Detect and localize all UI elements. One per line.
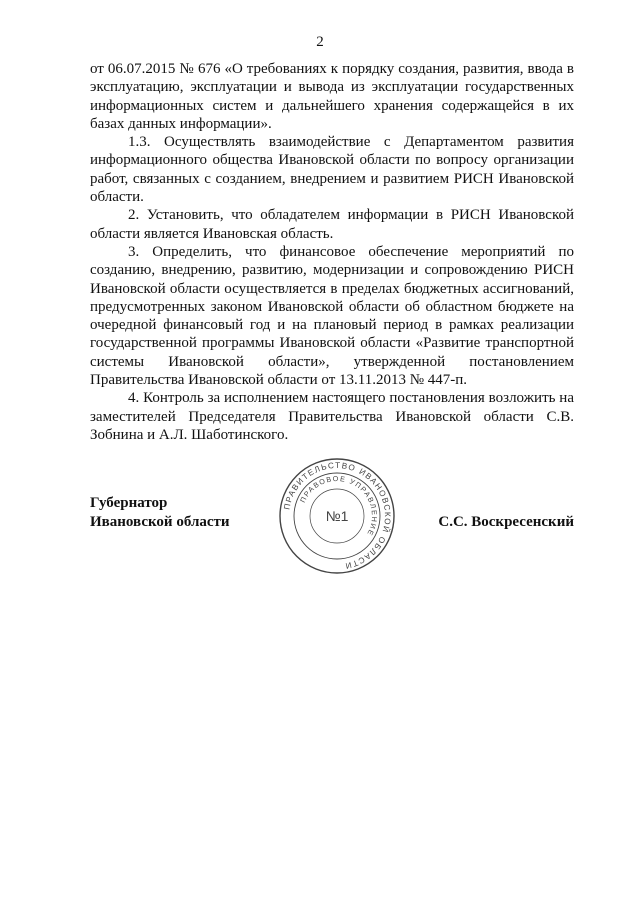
seal-number: №1 [325,508,349,524]
official-seal [278,457,396,575]
signatory-name: С.С. Воскресенский [438,514,574,530]
signatory-title-line1: Губернатор [90,495,168,511]
paragraph-3: 3. Определить, что финансовое обеспечение мероприятий по созданию, внедрению, развитию, модернизации и сопровождению РИСН Ивановской области осуществляется в пределах бюджетных ассигнований, предусмотренных законом Ивановской области об областном бюджете на очередной финансовый год и на плановый период в рамках реализации государственной программы Ивановской области «Развитие транспортной системы Ивановской области», утвержденной постановлением Правительства Ивановской области от 13.11.2013 № 447-п. [90,243,574,389]
seal-inner-text [298,474,379,538]
seal-outer-text-path: ПРАВИТЕЛЬСТВО ИВАНОВСКОЙ ОБЛАСТИ [282,460,393,571]
paragraph-2: 2. Установить, что обладателем информации в РИСН Ивановской области является Ивановская область. [90,207,574,242]
paragraph-1-3: 1.3. Осуществлять взаимодействие с Департаментом развития информационного общества Ивановской области по вопросу организации работ, связанных с созданием, внедрением и развитием РИСН Ивановской области. [90,134,574,206]
paragraph-4: 4. Контроль за исполнением настоящего постановления возложить на заместителей Председателя Правительства Ивановской области С.В. Зобнина и А.Л. Шаботинского. [90,390,574,443]
seal-inner-text-path: ПРАВОВОЕ УПРАВЛЕНИЕ [298,473,380,538]
signatory-title [90,494,230,532]
page-number: 2 [316,34,324,50]
paragraph-continuation: от 06.07.2015 № 676 «О требованиях к порядку создания, развития, ввода в эксплуатацию, эксплуатации и вывода из эксплуатации государственных информационных систем и дальнейшего хранения содержащейся в их базах данных информации». [90,61,574,132]
document-body [90,60,574,444]
signatory-title-line2: Ивановской области [90,514,230,530]
